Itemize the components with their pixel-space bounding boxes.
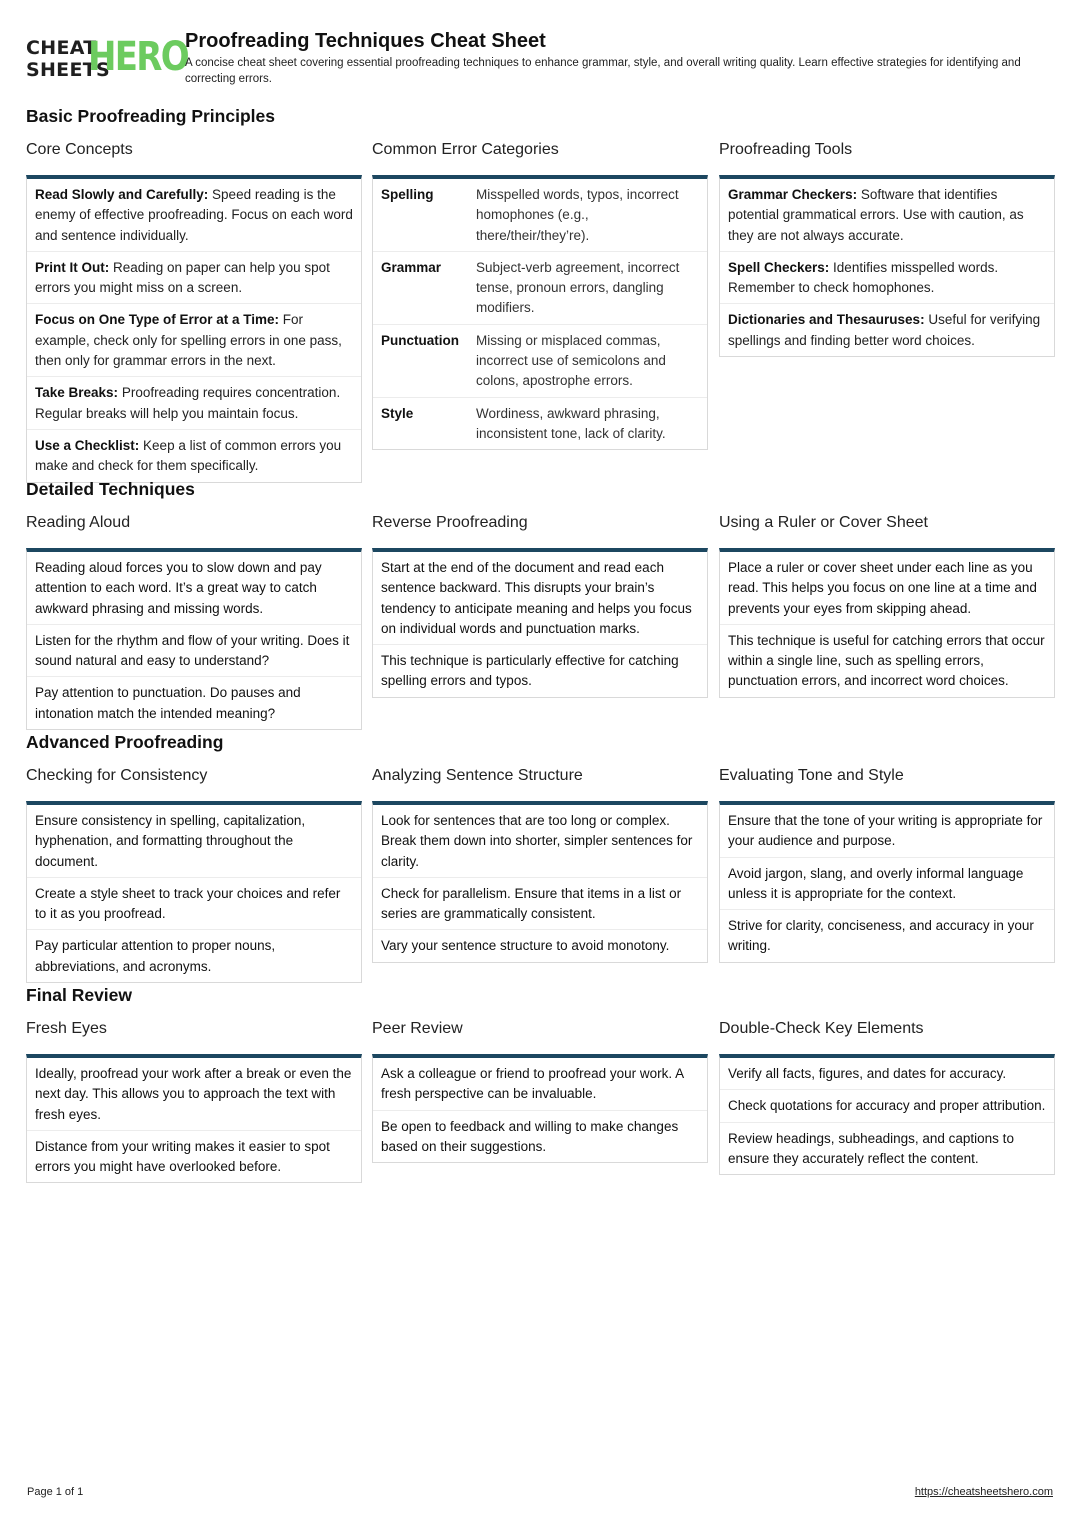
section-title-advanced: Advanced Proofreading (26, 732, 224, 752)
list-item: Verify all facts, figures, and dates for accuracy. (720, 1058, 1054, 1090)
list-item: Place a ruler or cover sheet under each line as you read. This helps you focus on one line at a time and prevents your eyes from skipping ahead. (720, 552, 1054, 625)
page-header (26, 30, 1054, 90)
list-item: Grammar Checkers: Software that identifies potential grammatical errors. Use with caution, as they are not always accurate. (720, 179, 1054, 252)
card-fresh-eyes (26, 1020, 362, 1183)
card-proofreading-tools (719, 141, 1055, 357)
page-number: Page 1 of 1 (27, 1486, 84, 1498)
site-link[interactable]: https://cheatsheetshero.com (914, 1486, 1053, 1498)
card-title: Checking for Consistency (26, 767, 208, 784)
list-item: Read Slowly and Carefully: Speed reading is the enemy of effective proofreading. Focus on each word and sentence individually. (27, 179, 361, 252)
card-body (719, 801, 1055, 963)
list-item: Check for parallelism. Ensure that items in a list or series are grammatically consistent. (373, 878, 707, 931)
list-item: Print It Out: Reading on paper can help you spot errors you might miss on a screen. (27, 252, 361, 305)
table-row: Grammar Subject-verb agreement, incorrect tense, pronoun errors, dangling modifiers. (373, 252, 707, 325)
card-common-error-categories (372, 141, 708, 450)
card-sentence-structure (372, 767, 708, 963)
list-item: Ensure that the tone of your writing is appropriate for your audience and purpose. (720, 805, 1054, 858)
card-title: Reverse Proofreading (372, 514, 528, 531)
card-reading-aloud (26, 514, 362, 730)
card-title: Fresh Eyes (26, 1020, 107, 1037)
list-item: This technique is useful for catching errors that occur within a single line, such as spelling errors, punctuation errors, and incorrect word choices. (728, 632, 1045, 689)
table-row: Punctuation Missing or misplaced commas, incorrect use of semicolons and colons, apostrophe errors. (373, 325, 707, 398)
list-item: Ask a colleague or friend to proofread your work. A fresh perspective can be invaluable. (373, 1058, 707, 1111)
list-item: Be open to feedback and willing to make changes based on their suggestions. (381, 1118, 679, 1154)
card-title: Core Concepts (26, 141, 133, 158)
list-item: Take Breaks: Proofreading requires concentration. Regular breaks will help you maintain focus. (27, 377, 361, 430)
card-ruler-cover-sheet (719, 514, 1055, 698)
page-subtitle: A concise cheat sheet covering essential proofreading techniques to enhance grammar, style, and overall writing quality. Learn effective strategies for identifying and correcting errors. (185, 57, 1021, 85)
card-body (372, 801, 708, 963)
card-core-concepts (26, 141, 362, 483)
list-item: Check quotations for accuracy and proper attribution. (720, 1090, 1054, 1122)
list-item: Reading aloud forces you to slow down and pay attention to each word. It’s a great way to catch awkward phrasing and missing words. (27, 552, 361, 625)
list-item: Ideally, proofread your work after a break or even the next day. This allows you to approach the text with fresh eyes. (27, 1058, 361, 1131)
list-item: Use a Checklist: Keep a list of common errors you make and check for them specifically. (35, 437, 342, 474)
page-title: Proofreading Techniques Cheat Sheet (185, 30, 546, 52)
card-body (26, 175, 362, 483)
card-title: Analyzing Sentence Structure (372, 767, 583, 784)
card-body (26, 1054, 362, 1183)
list-item: Strive for clarity, conciseness, and accuracy in your writing. (728, 918, 1034, 954)
list-item: Distance from your writing makes it easier to spot errors you might have overlooked before. (35, 1138, 330, 1175)
list-item: This technique is particularly effective for catching spelling errors and typos. (381, 653, 679, 689)
list-item: Review headings, subheadings, and captions to ensure they accurately reflect the content. (728, 1130, 1014, 1166)
list-item: Pay attention to punctuation. Do pauses and intonation match the intended meaning? (35, 685, 301, 721)
cheatsheetshero-logo[interactable] (26, 34, 188, 81)
card-tone-style (719, 767, 1055, 963)
card-title: Evaluating Tone and Style (719, 767, 904, 784)
list-item: Look for sentences that are too long or complex. Break them down into shorter, simpler sentences for clarity. (373, 805, 707, 878)
card-body (372, 175, 708, 450)
list-item: Start at the end of the document and read each sentence backward. This disrupts your brain’s tendency to anticipate meaning and helps you focus on individual words and punctuation marks. (373, 552, 707, 645)
list-item: Spell Checkers: Identifies misspelled words. Remember to check homophones. (720, 252, 1054, 305)
card-title: Reading Aloud (26, 514, 131, 531)
table-row: Spelling Misspelled words, typos, incorrect homophones (e.g., there/their/they’re). (373, 179, 707, 252)
card-title: Using a Ruler or Cover Sheet (719, 514, 928, 531)
list-item: Listen for the rhythm and flow of your writing. Does it sound natural and easy to understand? (27, 625, 361, 678)
card-title: Proofreading Tools (719, 141, 853, 158)
section-title-basic: Basic Proofreading Principles (26, 106, 275, 126)
card-peer-review (372, 1020, 708, 1163)
card-body (719, 175, 1055, 357)
logo-cheat-text: CHEAT (26, 37, 97, 59)
list-item: Vary your sentence structure to avoid monotony. (381, 938, 670, 954)
section-title-detailed: Detailed Techniques (26, 479, 195, 499)
card-body (719, 548, 1055, 698)
list-item: Create a style sheet to track your choices and refer to it as you proofread. (27, 878, 361, 931)
card-body (26, 801, 362, 983)
card-checking-consistency (26, 767, 362, 983)
list-item: Pay particular attention to proper nouns, abbreviations, and acronyms. (35, 938, 276, 974)
card-double-check (719, 1020, 1055, 1175)
card-title: Common Error Categories (372, 141, 559, 158)
card-body (26, 548, 362, 730)
card-body (719, 1054, 1055, 1175)
list-item: Dictionaries and Thesauruses: Useful for verifying spellings and finding better word choices. (728, 312, 1041, 348)
card-body (372, 548, 708, 698)
list-item: Avoid jargon, slang, and overly informal language unless it is appropriate for the context. (720, 858, 1054, 911)
card-title: Double-Check Key Elements (719, 1020, 924, 1037)
logo-sheets-text: SHEETS (26, 59, 110, 81)
list-item: Ensure consistency in spelling, capitalization, hyphenation, and formatting throughout the document. (27, 805, 361, 878)
card-title: Peer Review (372, 1020, 463, 1037)
card-body (372, 1054, 708, 1163)
card-reverse-proofreading (372, 514, 708, 698)
table-row: Style Wordiness, awkward phrasing, inconsistent tone, lack of clarity. (381, 405, 666, 441)
logo-hero-text: HERO (88, 34, 188, 80)
section-title-final: Final Review (26, 985, 133, 1005)
list-item: Focus on One Type of Error at a Time: For example, check only for spelling errors in one pass, then only for grammar errors in the next. (27, 304, 361, 377)
